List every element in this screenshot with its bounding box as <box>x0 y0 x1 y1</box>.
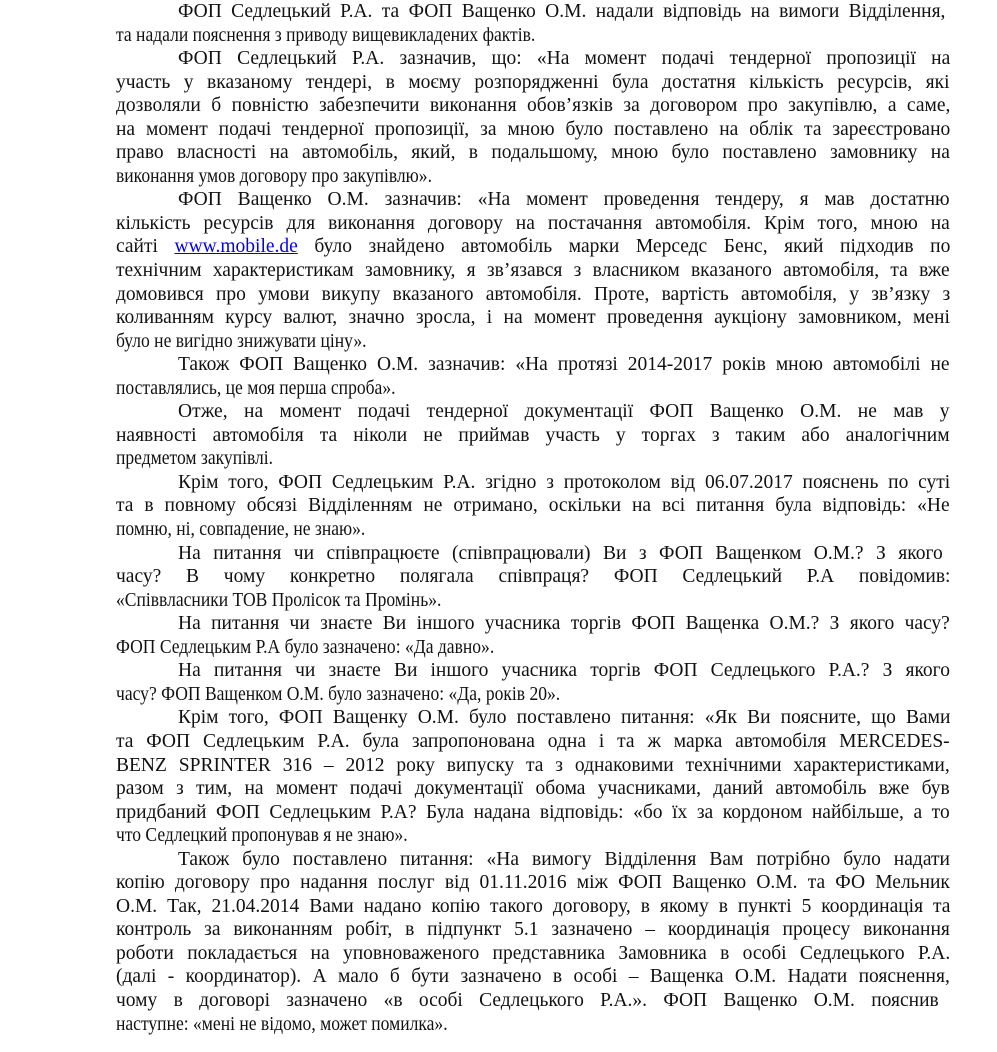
text-line: поставлялись, це моя перша спроба». <box>116 377 396 399</box>
text-line: ФОП Ващенко О.М. зазначив: «На момент проведення тендеру, я мав достатню <box>178 189 950 211</box>
text-line: наступне: «мені не відомо, может помилка». <box>116 1013 448 1035</box>
text-line: ФОП Седлецький Р.А. зазначив, що: «На момент подачі тендерної пропозиції на <box>178 48 951 70</box>
paragraph <box>116 612 950 659</box>
text-fragment: сайті <box>116 236 158 258</box>
text-line: ФОП Седлецький Р.А. та ФОП Ващенко О.М. надали відповідь на вимоги Відділення, <box>178 1 946 22</box>
text-line: дозволяли б повністю забезпечити виконання обов’язків за договором про закупівлю, а саме, <box>116 95 951 117</box>
text-line: чому в договорі зазначено «в особі Седлецького Р.А.». ФОП Ващенко О.М. пояснив <box>116 989 939 1011</box>
text-line <box>116 235 950 259</box>
text-line: Отже, на момент подачі тендерної документації ФОП Ващенко О.М. не мав у <box>178 401 950 423</box>
text-fragment: було знайдено автомобіль марки Мерседс Бенс, який підходив по <box>314 236 951 258</box>
text-line: часу? ФОП Ващенком О.М. було зазначено: «Да, років 20». <box>116 683 561 705</box>
paragraph <box>116 471 950 542</box>
text-line: помню, ні, совпадение, не знаю». <box>116 519 366 541</box>
document-page <box>116 0 950 1036</box>
text-line: та в повному обсязі Відділенням не отримано, оскільки на всі питання була відповідь: «Не <box>116 495 950 517</box>
text-line: придбаний ФОП Седлецьким Р.А? Була надана відповідь: «бо їх за кордоном найбільше, а то <box>116 801 950 823</box>
text-line: разом з тим, на момент подачі документації обома учасниками, даний автомобіль вже був <box>116 778 950 800</box>
text-line: роботи покладається на уповноваженого представника Замовника в особі Седлецького Р.А. <box>116 942 951 964</box>
text-line: Також ФОП Ващенко О.М. зазначив: «На протязі 2014-2017 років мною автомобілі не <box>178 354 950 376</box>
text-line: «Співвласники ТОВ Пролісок та Промінь». <box>116 589 442 611</box>
paragraph <box>116 188 950 353</box>
text-line: что Седлецкий пропонував я не знаю». <box>116 825 408 847</box>
text-line: контроль за виконанням робіт, в підпункт 5.1 зазначено – координація процесу виконання <box>116 919 950 941</box>
paragraph <box>116 47 950 188</box>
paragraph <box>116 353 950 400</box>
text-line: та ФОП Седлецьким Р.А. була запропонована одна і та ж марка автомобіля MERCEDES- <box>116 730 950 752</box>
paragraph <box>116 0 950 47</box>
paragraph <box>116 848 950 1036</box>
text-line: Крім того, ФОП Седлецьким Р.А. згідно з протоколом від 06.07.2017 пояснень по суті <box>178 471 951 493</box>
text-line: участь у вказаному тендері, в моєму розпорядженні була достатня кількість ресурсів, які <box>116 71 950 93</box>
text-line: домовився про умови викупу вказаного автомобіля. Проте, вартість автомобіля, у зв’язку з <box>116 283 951 305</box>
text-line: виконання умов договору про закупівлю». <box>116 165 432 187</box>
text-line: та надали пояснення з приводу вищевикладених фактів. <box>116 24 536 46</box>
mobile-de-link[interactable]: www.mobile.de <box>174 236 298 258</box>
paragraph <box>116 706 950 847</box>
text-line: Крім того, ФОП Ващенку О.М. було поставлено питання: «Як Ви поясните, що Вами <box>178 707 951 729</box>
text-line: кількість ресурсів для виконання договору на постачання автомобіля. Крім того, мною на <box>116 212 950 234</box>
text-line: було не вигідно знижувати ціну». <box>116 330 367 352</box>
text-line: технічним характеристикам замовнику, я зв’язався з власником вказаного автомобіля, та вже <box>116 260 950 282</box>
text-line: Також було поставлено питання: «На вимогу Відділення Вам потрібно було надати <box>178 848 950 870</box>
paragraph <box>116 542 950 613</box>
text-line: часу? В чому конкретно полягала співпраця? ФОП Седлецький Р.А повідомив: <box>116 566 951 588</box>
text-line: предметом закупівлі. <box>116 448 274 470</box>
text-line: На питання чи знаєте Ви іншого учасника торгів ФОП Седлецького Р.А.? З якого <box>178 660 950 682</box>
text-line: на момент подачі тендерної пропозиції, за мною було поставлено на облік та зареєстровано <box>116 118 951 140</box>
text-line: На питання чи знаєте Ви іншого учасника торгів ФОП Ващенка О.М.? З якого часу? <box>178 613 950 635</box>
text-line: (далі - координатор). А мало б бути зазначено в особі – Ващенка О.М. Надати пояснення, <box>116 966 950 988</box>
text-line: На питання чи співпрацюєте (співпрацювали) Ви з ФОП Ващенком О.М.? З якого <box>178 542 943 564</box>
text-line: право власності на автомобіль, який, в подальшому, мною було поставлено замовнику на <box>116 142 950 164</box>
text-line: копію договору про надання послуг від 01.11.2016 між ФОП Ващенко О.М. та ФО Мельник <box>116 872 950 894</box>
paragraph <box>116 659 950 706</box>
text-line: коливанням курсу валют, значно зросла, і на момент проведення аукціону замовником, мені <box>116 307 950 329</box>
text-line: наявності автомобіля та ніколи не приймав участь у торгах з таким або аналогічним <box>116 424 950 446</box>
paragraph <box>116 400 950 471</box>
text-line: О.М. Так, 21.04.2014 Вами надано копію такого договору, в якому в пункті 5 координація та <box>116 895 951 917</box>
text-line: ФОП Седлецьким Р.А було зазначено: «Да давно». <box>116 636 495 658</box>
text-line: BENZ SPRINTER 316 – 2012 року випуску та з однаковими технічними характеристиками, <box>116 754 950 776</box>
